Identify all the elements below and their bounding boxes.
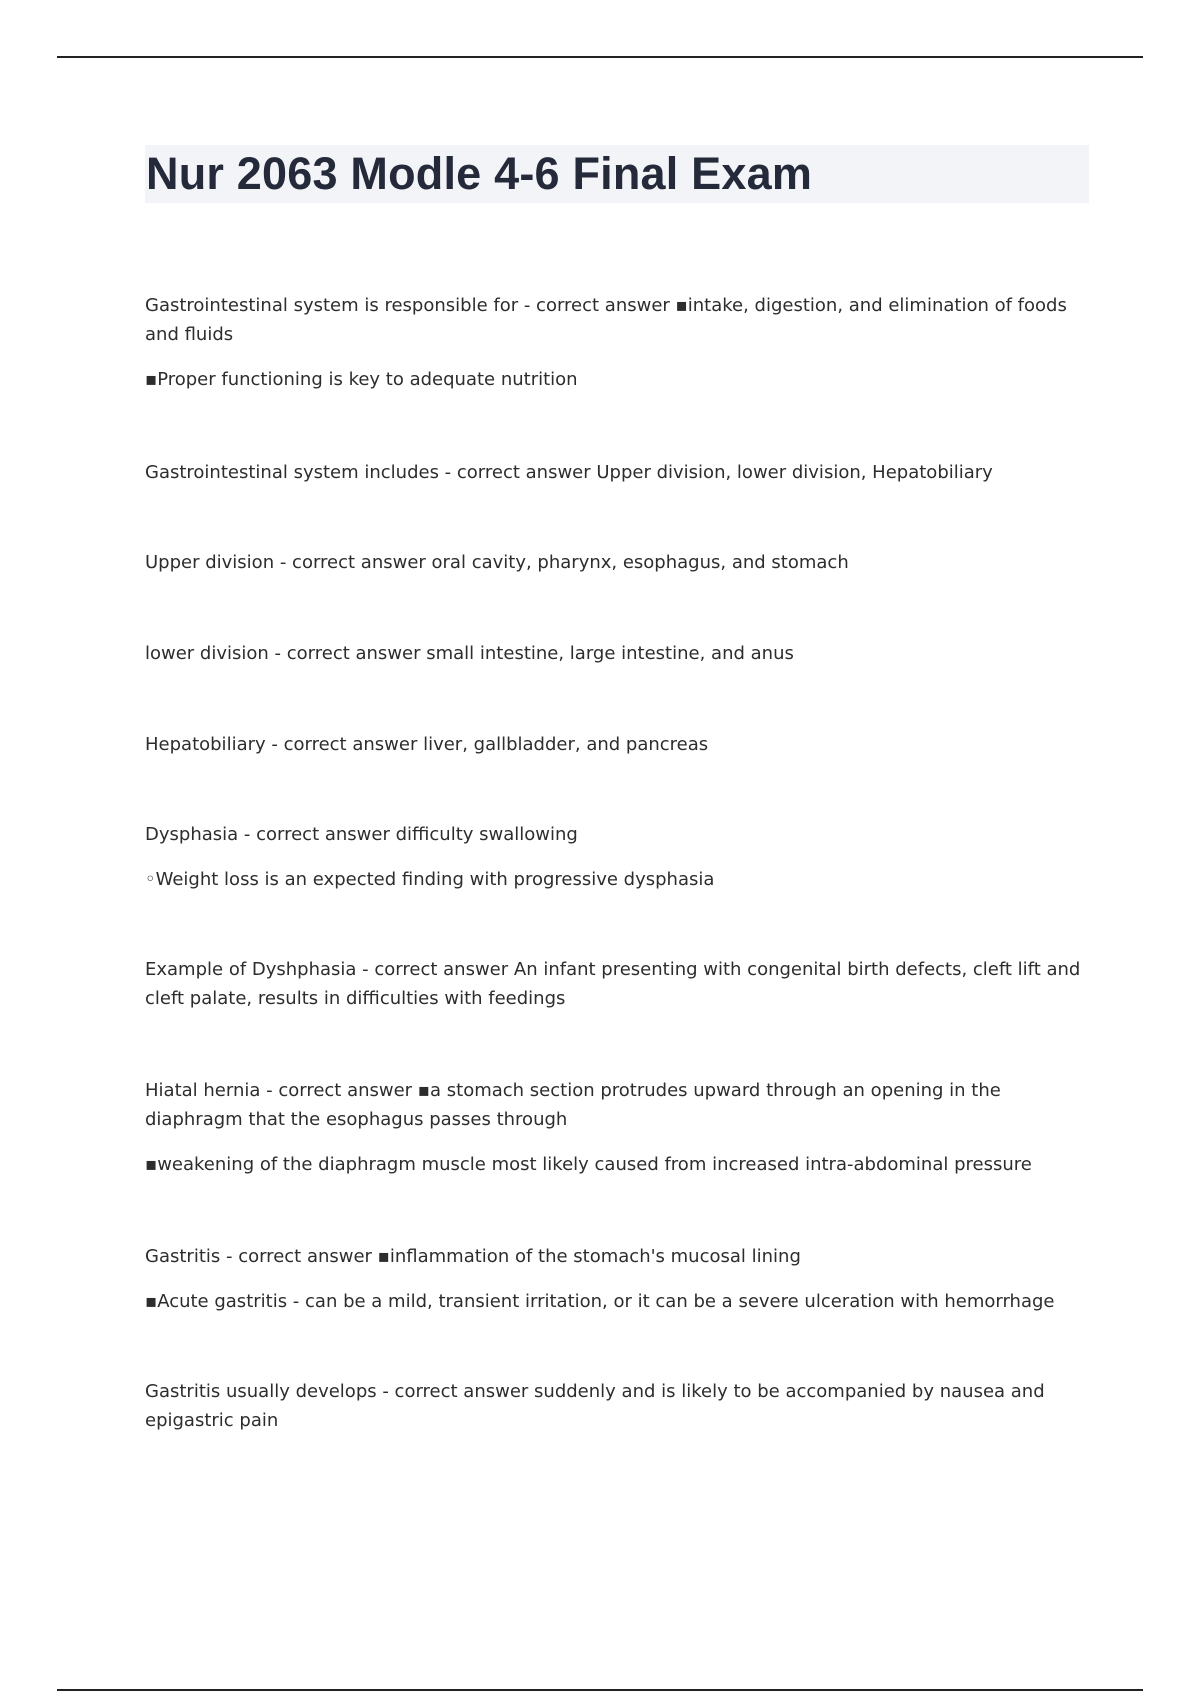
qa-text: Dysphasia - correct answer difficulty swallowing [145, 824, 578, 845]
qa-text: Gastritis - correct answer ▪inflammation of the stomach's mucosal lining [145, 1246, 801, 1267]
qa-entry-dysphasia-example [145, 955, 1085, 1013]
qa-entry-hiatal-hernia [145, 1076, 1085, 1179]
qa-subpoint: ▪Acute gastritis - can be a mild, transient irritation, or it can be a severe ulceration with hemorrhage [145, 1291, 1055, 1312]
qa-text: lower division - correct answer small intestine, large intestine, and anus [145, 643, 794, 664]
qa-subpoint: ◦Weight loss is an expected finding with progressive dysphasia [145, 869, 715, 890]
qa-entry-hepatobiliary [145, 730, 1085, 759]
qa-text: Gastritis usually develops - correct answer suddenly and is likely to be accompanied by nausea and epigastric pain [145, 1381, 1045, 1431]
bottom-rule [57, 1689, 1143, 1691]
qa-entry-gastritis [145, 1242, 1085, 1316]
qa-entry-gi-includes [145, 458, 1085, 487]
qa-entry-gastritis-onset [145, 1377, 1085, 1435]
top-rule [57, 56, 1143, 58]
qa-entry-lower-division [145, 639, 1085, 668]
qa-entry-gi-responsibility [145, 291, 1085, 394]
qa-text: Upper division - correct answer oral cavity, pharynx, esophagus, and stomach [145, 552, 849, 573]
document-title: Nur 2063 Modle 4-6 Final Exam [146, 148, 813, 199]
qa-entry-upper-division [145, 548, 1085, 577]
qa-text: Example of Dyshphasia - correct answer An infant presenting with congenital birth defects, cleft lift and cleft palate, results in difficulties with feedings [145, 959, 1081, 1009]
qa-text: Gastrointestinal system is responsible for - correct answer ▪intake, digestion, and elimination of foods and fluids [145, 295, 1067, 345]
qa-subpoint: ▪Proper functioning is key to adequate nutrition [145, 369, 578, 390]
qa-entry-dysphasia [145, 820, 1085, 894]
qa-subpoint: ▪weakening of the diaphragm muscle most likely caused from increased intra-abdominal pressure [145, 1154, 1032, 1175]
qa-text: Hepatobiliary - correct answer liver, gallbladder, and pancreas [145, 734, 709, 755]
qa-text: Hiatal hernia - correct answer ▪a stomach section protrudes upward through an opening in the diaphragm that the esophagus passes through [145, 1080, 1001, 1130]
qa-text: Gastrointestinal system includes - correct answer Upper division, lower division, Hepatobiliary [145, 462, 993, 483]
